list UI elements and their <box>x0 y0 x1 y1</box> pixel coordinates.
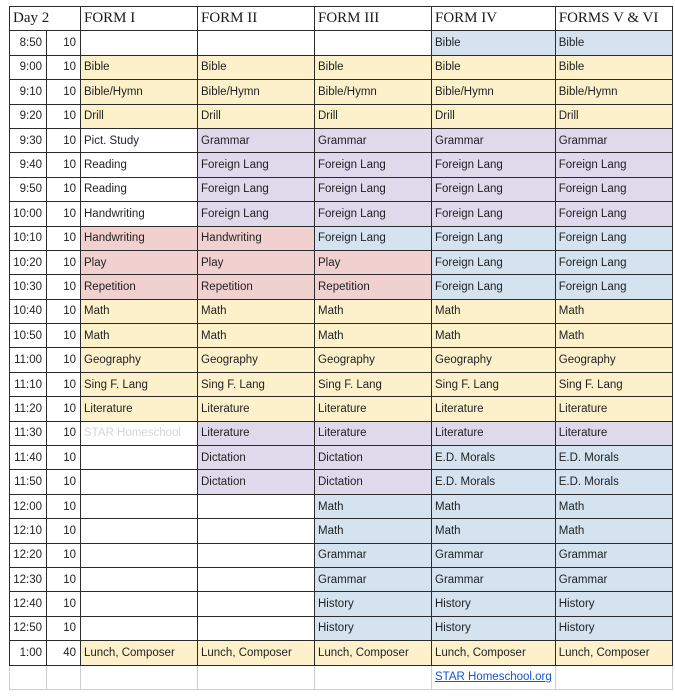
time-cell: 11:40 <box>10 446 47 470</box>
duration-cell: 10 <box>47 567 81 591</box>
subject-cell: Foreign Lang <box>315 153 432 177</box>
subject-cell: Geography <box>555 348 672 372</box>
duration-cell: 10 <box>47 519 81 543</box>
subject-cell: Math <box>432 519 556 543</box>
subject-cell: Grammar <box>315 543 432 567</box>
subject-cell: Sing F. Lang <box>81 372 198 396</box>
subject-cell: Math <box>555 299 672 323</box>
subject-cell: Literature <box>315 397 432 421</box>
duration-cell: 10 <box>47 55 81 79</box>
duration-cell: 10 <box>47 226 81 250</box>
column-header-form-2: FORM II <box>198 7 315 31</box>
subject-cell <box>81 31 198 55</box>
time-cell: 12:50 <box>10 616 47 640</box>
subject-cell: Foreign Lang <box>555 275 672 299</box>
duration-cell: 10 <box>47 348 81 372</box>
subject-cell <box>198 543 315 567</box>
time-cell: 11:00 <box>10 348 47 372</box>
subject-cell: Math <box>198 324 315 348</box>
subject-cell: Literature <box>555 397 672 421</box>
subject-cell: Foreign Lang <box>555 177 672 201</box>
column-header-forms-5-6: FORMS V & VI <box>555 7 672 31</box>
schedule-row <box>10 592 673 616</box>
duration-cell: 10 <box>47 128 81 152</box>
schedule-row <box>10 226 673 250</box>
duration-cell: 40 <box>47 641 81 665</box>
subject-cell: Drill <box>555 104 672 128</box>
subject-cell: Play <box>198 250 315 274</box>
schedule-row <box>10 324 673 348</box>
subject-cell: Bible <box>81 55 198 79</box>
time-cell: 9:40 <box>10 153 47 177</box>
subject-cell: Bible/Hymn <box>555 80 672 104</box>
subject-cell <box>81 470 198 494</box>
schedule-row <box>10 397 673 421</box>
time-cell: 10:40 <box>10 299 47 323</box>
subject-cell: Foreign Lang <box>432 250 556 274</box>
footer-cell <box>10 665 47 689</box>
duration-cell: 10 <box>47 275 81 299</box>
subject-cell <box>198 494 315 518</box>
footer-cell <box>47 665 81 689</box>
subject-cell: Math <box>315 324 432 348</box>
subject-cell: Literature <box>432 421 556 445</box>
subject-cell: Lunch, Composer <box>81 641 198 665</box>
subject-cell: Lunch, Composer <box>432 641 556 665</box>
column-header-form-4: FORM IV <box>432 7 556 31</box>
time-cell: 11:30 <box>10 421 47 445</box>
schedule-row <box>10 616 673 640</box>
subject-cell: Foreign Lang <box>555 202 672 226</box>
subject-cell: E.D. Morals <box>555 446 672 470</box>
footer-cell <box>81 665 198 689</box>
subject-cell: Math <box>555 324 672 348</box>
subject-cell: Foreign Lang <box>315 202 432 226</box>
subject-cell: Foreign Lang <box>555 250 672 274</box>
subject-cell: Drill <box>432 104 556 128</box>
watermark-text: STAR Homeschool <box>81 421 198 445</box>
time-cell: 11:10 <box>10 372 47 396</box>
time-cell: 9:50 <box>10 177 47 201</box>
schedule-row <box>10 31 673 55</box>
subject-cell: Bible <box>432 31 556 55</box>
subject-cell: Drill <box>81 104 198 128</box>
subject-cell: Drill <box>315 104 432 128</box>
subject-cell: E.D. Morals <box>555 470 672 494</box>
subject-cell: Pict. Study <box>81 128 198 152</box>
subject-cell: Repetition <box>81 275 198 299</box>
subject-cell: Dictation <box>198 446 315 470</box>
schedule-row <box>10 494 673 518</box>
subject-cell: Grammar <box>315 567 432 591</box>
footer-cell <box>555 665 672 689</box>
duration-cell: 10 <box>47 324 81 348</box>
subject-cell: Math <box>555 519 672 543</box>
subject-cell: Literature <box>315 421 432 445</box>
subject-cell: Foreign Lang <box>432 177 556 201</box>
duration-cell: 10 <box>47 250 81 274</box>
subject-cell: Grammar <box>555 567 672 591</box>
subject-cell: Handwriting <box>198 226 315 250</box>
time-cell: 9:20 <box>10 104 47 128</box>
subject-cell: Bible/Hymn <box>315 80 432 104</box>
subject-cell: Math <box>432 324 556 348</box>
subject-cell: Grammar <box>555 543 672 567</box>
subject-cell <box>81 494 198 518</box>
subject-cell: Sing F. Lang <box>198 372 315 396</box>
time-cell: 12:40 <box>10 592 47 616</box>
subject-cell: Math <box>315 494 432 518</box>
time-cell: 11:50 <box>10 470 47 494</box>
subject-cell: History <box>432 616 556 640</box>
duration-cell: 10 <box>47 153 81 177</box>
time-cell: 9:00 <box>10 55 47 79</box>
subject-cell: Math <box>81 299 198 323</box>
duration-cell: 10 <box>47 104 81 128</box>
subject-cell: Handwriting <box>81 202 198 226</box>
footer-link[interactable]: STAR Homeschool.org <box>435 671 552 684</box>
schedule-row <box>10 128 673 152</box>
subject-cell: Math <box>432 494 556 518</box>
footer-cell <box>315 665 432 689</box>
time-cell: 10:00 <box>10 202 47 226</box>
subject-cell: Bible <box>198 55 315 79</box>
subject-cell <box>81 519 198 543</box>
subject-cell: Grammar <box>432 128 556 152</box>
schedule-row <box>10 348 673 372</box>
subject-cell: Repetition <box>315 275 432 299</box>
subject-cell: Dictation <box>198 470 315 494</box>
subject-cell: Geography <box>81 348 198 372</box>
schedule-row <box>10 55 673 79</box>
subject-cell: Math <box>81 324 198 348</box>
schedule-row <box>10 446 673 470</box>
subject-cell: Dictation <box>315 446 432 470</box>
time-cell: 10:30 <box>10 275 47 299</box>
subject-cell <box>81 567 198 591</box>
subject-cell: Grammar <box>198 128 315 152</box>
subject-cell: Foreign Lang <box>432 275 556 299</box>
duration-cell: 10 <box>47 397 81 421</box>
schedule-row <box>10 153 673 177</box>
schedule-row <box>10 543 673 567</box>
subject-cell: Math <box>315 519 432 543</box>
schedule-row <box>10 372 673 396</box>
duration-cell: 10 <box>47 177 81 201</box>
subject-cell <box>81 616 198 640</box>
subject-cell: Bible <box>432 55 556 79</box>
header-row <box>10 7 673 31</box>
subject-cell: Math <box>432 299 556 323</box>
subject-cell: Drill <box>198 104 315 128</box>
duration-cell: 10 <box>47 470 81 494</box>
subject-cell: Literature <box>555 421 672 445</box>
time-cell: 1:00 <box>10 641 47 665</box>
duration-cell: 10 <box>47 616 81 640</box>
duration-cell: 10 <box>47 446 81 470</box>
schedule-row <box>10 421 673 445</box>
schedule-row <box>10 177 673 201</box>
subject-cell: Grammar <box>432 567 556 591</box>
time-cell: 9:10 <box>10 80 47 104</box>
subject-cell: Handwriting <box>81 226 198 250</box>
subject-cell: Bible <box>555 31 672 55</box>
subject-cell: Grammar <box>315 128 432 152</box>
subject-cell: Bible <box>315 55 432 79</box>
subject-cell: Foreign Lang <box>198 177 315 201</box>
subject-cell: Foreign Lang <box>315 177 432 201</box>
subject-cell: Literature <box>198 397 315 421</box>
subject-cell: Bible/Hymn <box>432 80 556 104</box>
duration-cell: 10 <box>47 80 81 104</box>
subject-cell <box>198 616 315 640</box>
subject-cell: Bible/Hymn <box>198 80 315 104</box>
subject-cell: Math <box>555 494 672 518</box>
schedule-row <box>10 299 673 323</box>
footer-cell <box>198 665 315 689</box>
duration-cell: 10 <box>47 202 81 226</box>
subject-cell: History <box>432 592 556 616</box>
duration-cell: 10 <box>47 494 81 518</box>
subject-cell: Foreign Lang <box>432 202 556 226</box>
subject-cell <box>198 567 315 591</box>
time-cell: 12:10 <box>10 519 47 543</box>
duration-cell: 10 <box>47 421 81 445</box>
subject-cell: History <box>555 616 672 640</box>
subject-cell <box>315 31 432 55</box>
subject-cell: History <box>315 592 432 616</box>
subject-cell: Math <box>315 299 432 323</box>
subject-cell: Literature <box>432 397 556 421</box>
subject-cell: Foreign Lang <box>555 226 672 250</box>
subject-cell: Sing F. Lang <box>432 372 556 396</box>
schedule-row <box>10 104 673 128</box>
subject-cell: Lunch, Composer <box>555 641 672 665</box>
subject-cell <box>81 543 198 567</box>
subject-cell: Foreign Lang <box>315 226 432 250</box>
time-cell: 10:20 <box>10 250 47 274</box>
duration-cell: 10 <box>47 31 81 55</box>
subject-cell: History <box>315 616 432 640</box>
time-cell: 8:50 <box>10 31 47 55</box>
subject-cell: E.D. Morals <box>432 446 556 470</box>
schedule-body <box>10 31 673 665</box>
time-cell: 10:10 <box>10 226 47 250</box>
schedule-row <box>10 250 673 274</box>
subject-cell: Foreign Lang <box>198 202 315 226</box>
subject-cell <box>198 592 315 616</box>
schedule-row <box>10 275 673 299</box>
subject-cell: Play <box>81 250 198 274</box>
subject-cell: Reading <box>81 177 198 201</box>
subject-cell: Bible <box>555 55 672 79</box>
duration-cell: 10 <box>47 543 81 567</box>
column-header-form-1: FORM I <box>81 7 198 31</box>
subject-cell: Grammar <box>555 128 672 152</box>
subject-cell: E.D. Morals <box>432 470 556 494</box>
footer-row <box>10 665 673 689</box>
time-cell: 12:30 <box>10 567 47 591</box>
schedule-row <box>10 470 673 494</box>
subject-cell: Foreign Lang <box>432 226 556 250</box>
subject-cell: Foreign Lang <box>555 153 672 177</box>
duration-cell: 10 <box>47 299 81 323</box>
subject-cell: Repetition <box>198 275 315 299</box>
subject-cell: History <box>555 592 672 616</box>
time-cell: 12:00 <box>10 494 47 518</box>
column-header-form-3: FORM III <box>315 7 432 31</box>
schedule-row <box>10 80 673 104</box>
subject-cell: Dictation <box>315 470 432 494</box>
subject-cell: Sing F. Lang <box>555 372 672 396</box>
subject-cell: Grammar <box>432 543 556 567</box>
schedule-row <box>10 641 673 665</box>
subject-cell: Lunch, Composer <box>315 641 432 665</box>
subject-cell <box>81 446 198 470</box>
subject-cell <box>81 592 198 616</box>
subject-cell: Literature <box>81 397 198 421</box>
schedule-row <box>10 202 673 226</box>
schedule-row <box>10 567 673 591</box>
subject-cell: Geography <box>432 348 556 372</box>
subject-cell: Play <box>315 250 432 274</box>
footer-link-cell <box>432 665 556 689</box>
duration-cell: 10 <box>47 592 81 616</box>
time-cell: 9:30 <box>10 128 47 152</box>
subject-cell: Foreign Lang <box>432 153 556 177</box>
subject-cell: Foreign Lang <box>198 153 315 177</box>
time-cell: 12:20 <box>10 543 47 567</box>
subject-cell: Bible/Hymn <box>81 80 198 104</box>
time-cell: 11:20 <box>10 397 47 421</box>
subject-cell: Math <box>198 299 315 323</box>
schedule-row <box>10 519 673 543</box>
subject-cell: Lunch, Composer <box>198 641 315 665</box>
subject-cell <box>198 519 315 543</box>
subject-cell: Geography <box>198 348 315 372</box>
day-label: Day 2 <box>10 7 81 31</box>
subject-cell: Literature <box>198 421 315 445</box>
duration-cell: 10 <box>47 372 81 396</box>
time-cell: 10:50 <box>10 324 47 348</box>
subject-cell: Reading <box>81 153 198 177</box>
schedule-table <box>9 6 673 690</box>
subject-cell: Sing F. Lang <box>315 372 432 396</box>
subject-cell <box>198 31 315 55</box>
subject-cell: Geography <box>315 348 432 372</box>
